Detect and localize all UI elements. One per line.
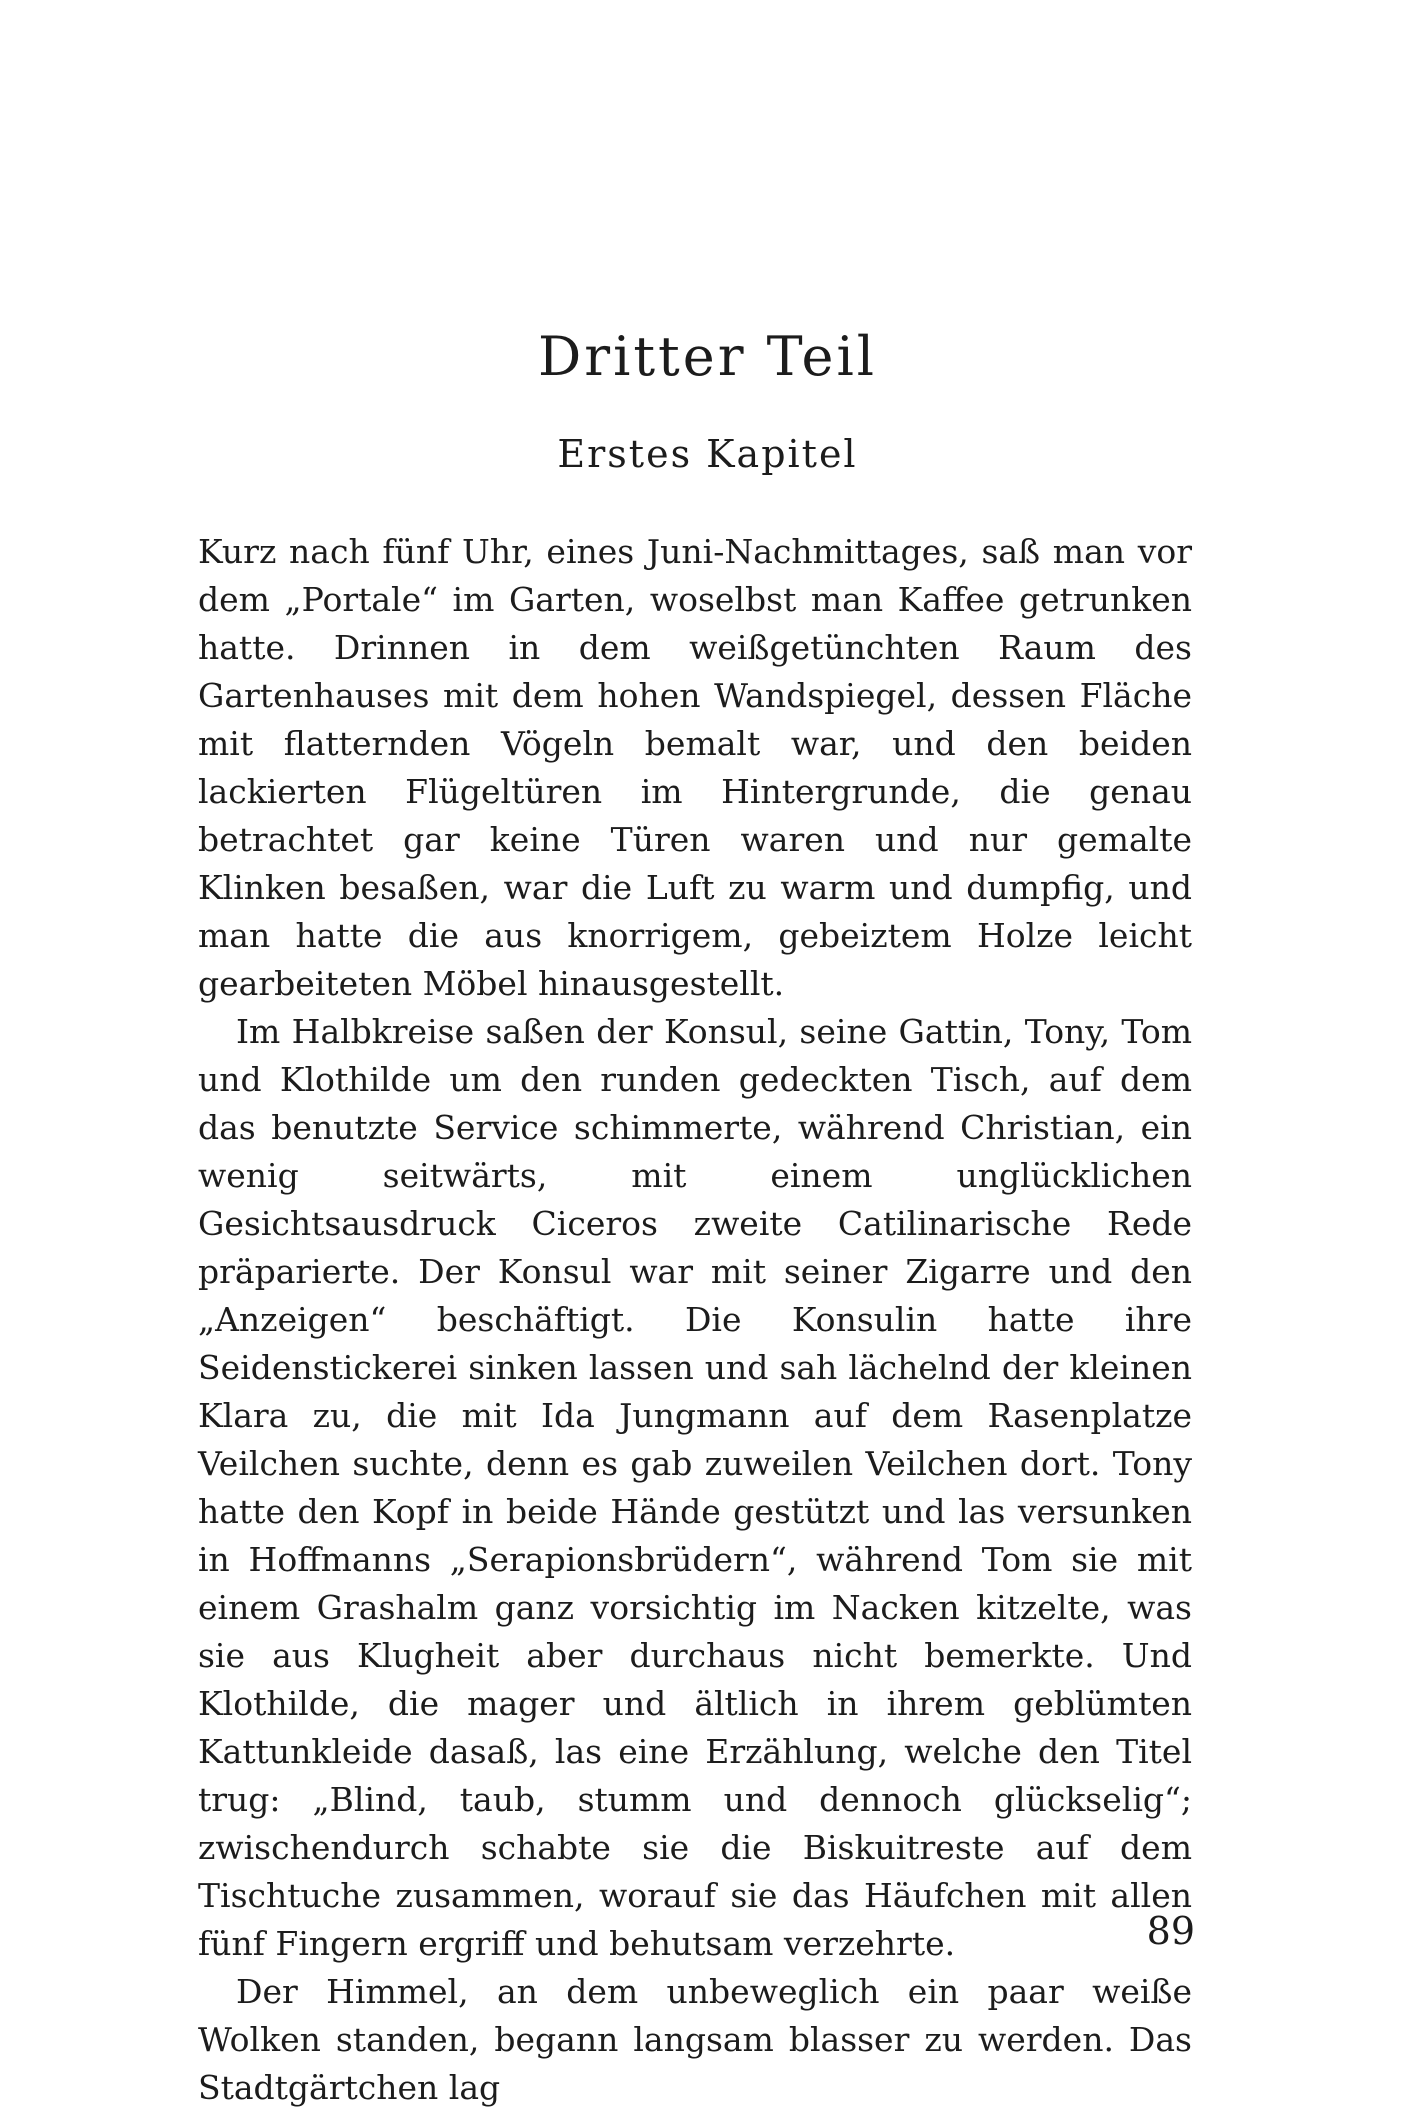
- paragraph: Kurz nach fünf Uhr, eines Juni-Nachmittages, saß man vor dem „Portale“ im Garten, woselbst man Kaffee getrunken hatte. Drinnen in dem weißgetünchten Raum des Gartenhauses mit dem hohen Wandspiegel, dessen Fläche mit flatternden Vögeln bemalt war, und den beiden lackierten Flügeltüren im Hintergrunde, die genau betrachtet gar keine Türen waren und nur gemalte Klinken besaßen, war die Luft zu warm und dumpfig, und man hatte die aus knorrigem, gebeiztem Holze leicht gearbeiteten Möbel hinausgestellt.: [198, 532, 1192, 1003]
- chapter-title: Erstes Kapitel: [557, 432, 858, 476]
- paragraph: Im Halbkreise saßen der Konsul, seine Gattin, Tony, Tom und Klothilde um den runden gedeckten Tisch, auf dem das benutzte Service schimmerte, während Christian, ein wenig seitwärts, mit einem unglücklichen Gesichtsausdruck Ciceros zweite Catilinarische Rede präparierte. Der Konsul war mit seiner Zigarre und den „Anzeigen“ beschäftigt. Die Konsulin hatte ihre Seidenstickerei sinken lassen und sah lächelnd der kleinen Klara zu, die mit Ida Jungmann auf dem Rasenplatze Veilchen suchte, denn es gab zuweilen Veilchen dort. Tony hatte den Kopf in beide Hände gestützt und las versunken in Hoffmanns „Serapionsbrüdern“, während Tom sie mit einem Grashalm ganz vorsichtig im Nacken kitzelte, was sie aus Klugheit aber durchaus nicht bemerkte. Und Klothilde, die mager und ältlich in ihrem geblümten Kattunkleide dasaß, las eine Erzählung, welche den Titel trug: „Blind, taub, stumm und dennoch glückselig“; zwischendurch schabte sie die Biskuitreste auf dem Tischtuche zusammen, worauf sie das Häufchen mit allen fünf Fingern ergriff und behutsam verzehrte.: [198, 1012, 1192, 1963]
- paragraph: Der Himmel, an dem unbeweglich ein paar weiße Wolken standen, begann langsam blasser zu werden. Das Stadtgärtchen lag: [198, 1972, 1192, 2107]
- part-title: Dritter Teil: [537, 325, 878, 388]
- page-number: 89: [1146, 1909, 1195, 1953]
- body-text: [198, 528, 1192, 2112]
